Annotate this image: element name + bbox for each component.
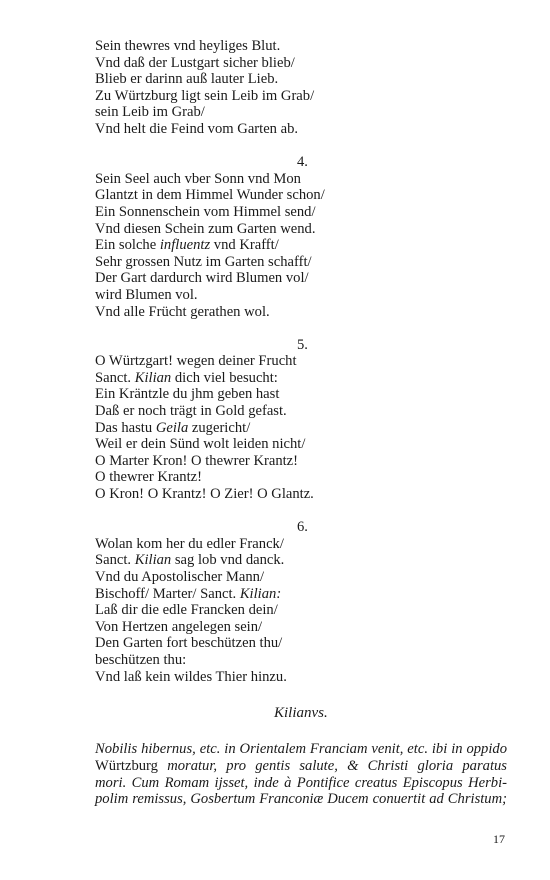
text-run: zugericht/ [188,419,251,436]
verse-line [95,221,507,238]
text-run: Ein Sonnenschein vom Himmel send/ [95,203,316,220]
prose-paragraph [95,741,507,809]
verse-line [95,71,507,88]
stanza-number: 4. [297,154,308,171]
verse-line [95,270,507,287]
text-run: Kilian [134,552,172,569]
verse-line [95,88,507,105]
verse-line [95,635,507,652]
text-run: Sehr grossen Nutz im Garten schafft/ [95,253,312,270]
text-run: Kilian: [239,585,282,602]
text-run: polim remissus, Gosbertum Franconiæ Ducem conuertit ad Christum; [95,791,507,808]
verse-line [95,420,507,437]
text-run: mori. Cum Romam ijsset, inde à Pontifice creatus Episcopus Herbi- [95,774,507,791]
text-run: O Kron! O Krantz! O Zier! O Glantz. [95,486,314,503]
text-run: Nobilis hibernus, etc. in Orientalem Franciam venit, etc. ibi in oppido [95,740,507,757]
text-run: Glantzt in dem Himmel Wunder schon/ [95,187,325,204]
text-run: Vnd helt die Feind vom Garten ab. [95,120,299,137]
text-run: sein Leib im Grab/ [95,104,205,121]
stanza-4 [95,171,507,320]
verse-line [95,536,507,553]
section-title: Kilianvs. [274,704,328,721]
verse-line [95,386,507,403]
text-run: beschützen thu: [95,651,187,668]
verse-line [95,652,507,669]
text-run: Vnd alle Frücht gerathen wol. [95,303,270,320]
verse-line [95,171,507,188]
verse-line [95,237,507,254]
verse-line [95,104,507,121]
text-run: Zu Würtzburg ligt sein Leib im Grab/ [95,87,315,104]
stanza-number: 5. [297,336,308,353]
stanza-number: 6. [297,519,308,536]
verse-line [95,254,507,271]
verse-line [95,353,507,370]
page-body [95,38,507,808]
text-run: Sanct. [95,369,135,386]
text-run: Weil er dein Sünd wolt leiden nicht/ [95,436,306,453]
verse-line [95,552,507,569]
text-run: influentz [159,237,211,254]
verse-line [95,486,507,503]
verse-line [95,287,507,304]
stanza-6 [95,536,507,685]
verse-line [95,436,507,453]
text-run: Von Hertzen angelegen sein/ [95,618,263,635]
text-run: Ein solche [95,237,160,254]
verse-line [95,187,507,204]
text-run: Ein Kräntzle du jhm geben hast [95,386,280,403]
verse-line [95,370,507,387]
prose-line [95,791,507,808]
prose-line [95,775,507,792]
stanza-5 [95,353,507,502]
verse-line [95,669,507,686]
verse-line [95,121,507,138]
text-run: O Würtzgart! wegen deiner Frucht [95,353,297,370]
verse-line [95,602,507,619]
text-run: Geila [155,419,189,436]
verse-line [95,204,507,221]
stanza-continued [95,38,507,138]
text-run: Bischoff/ Marter/ Sanct. [95,585,240,602]
text-run: Vnd du Apostolischer Mann/ [95,569,265,585]
text-run: Laß dir die edle Francken dein/ [95,602,278,619]
verse-line [95,586,507,603]
text-run: sag lob vnd danck. [171,552,285,569]
prose-line [95,741,507,758]
text-run: Das hastu [95,419,156,436]
text-run: O thewrer Krantz! [95,469,202,486]
verse-line [95,403,507,420]
text-run: Vnd daß der Lustgart sicher blieb/ [95,54,295,71]
verse-line [95,38,507,55]
text-run: moratur, pro gentis salute, & Christi gloria paratus [167,757,507,774]
text-run: Sein thewres vnd heyliges Blut. [95,38,281,54]
text-run: Vnd laß kein wildes Thier hinzu. [95,668,287,685]
text-run: dich viel besucht: [171,369,278,386]
text-run: Blieb er darinn auß lauter Lieb. [95,71,279,88]
text-run: Kilian [134,369,172,386]
verse-line [95,469,507,486]
text-run: Wolan kom her du edler Franck/ [95,535,284,552]
verse-line [95,619,507,636]
text-run: O Marter Kron! O thewrer Krantz! [95,452,299,469]
page-number: 17 [493,832,505,846]
text-run: vnd Krafft/ [210,237,279,254]
verse-line [95,569,507,586]
text-run: Der Gart dardurch wird Blumen vol/ [95,270,309,287]
text-run: Daß er noch trägt in Gold gefast. [95,403,287,420]
verse-line [95,304,507,321]
text-run: wird Blumen vol. [95,286,198,303]
text-run: Den Garten fort beschützen thu/ [95,635,283,652]
verse-line [95,453,507,470]
text-run: Würtzburg [95,757,168,774]
text-run: Sein Seel auch vber Sonn vnd Mon [95,170,301,187]
prose-line [95,758,507,775]
text-run: Sanct. [95,552,135,569]
verse-line [95,55,507,72]
text-run: Vnd diesen Schein zum Garten wend. [95,220,316,237]
